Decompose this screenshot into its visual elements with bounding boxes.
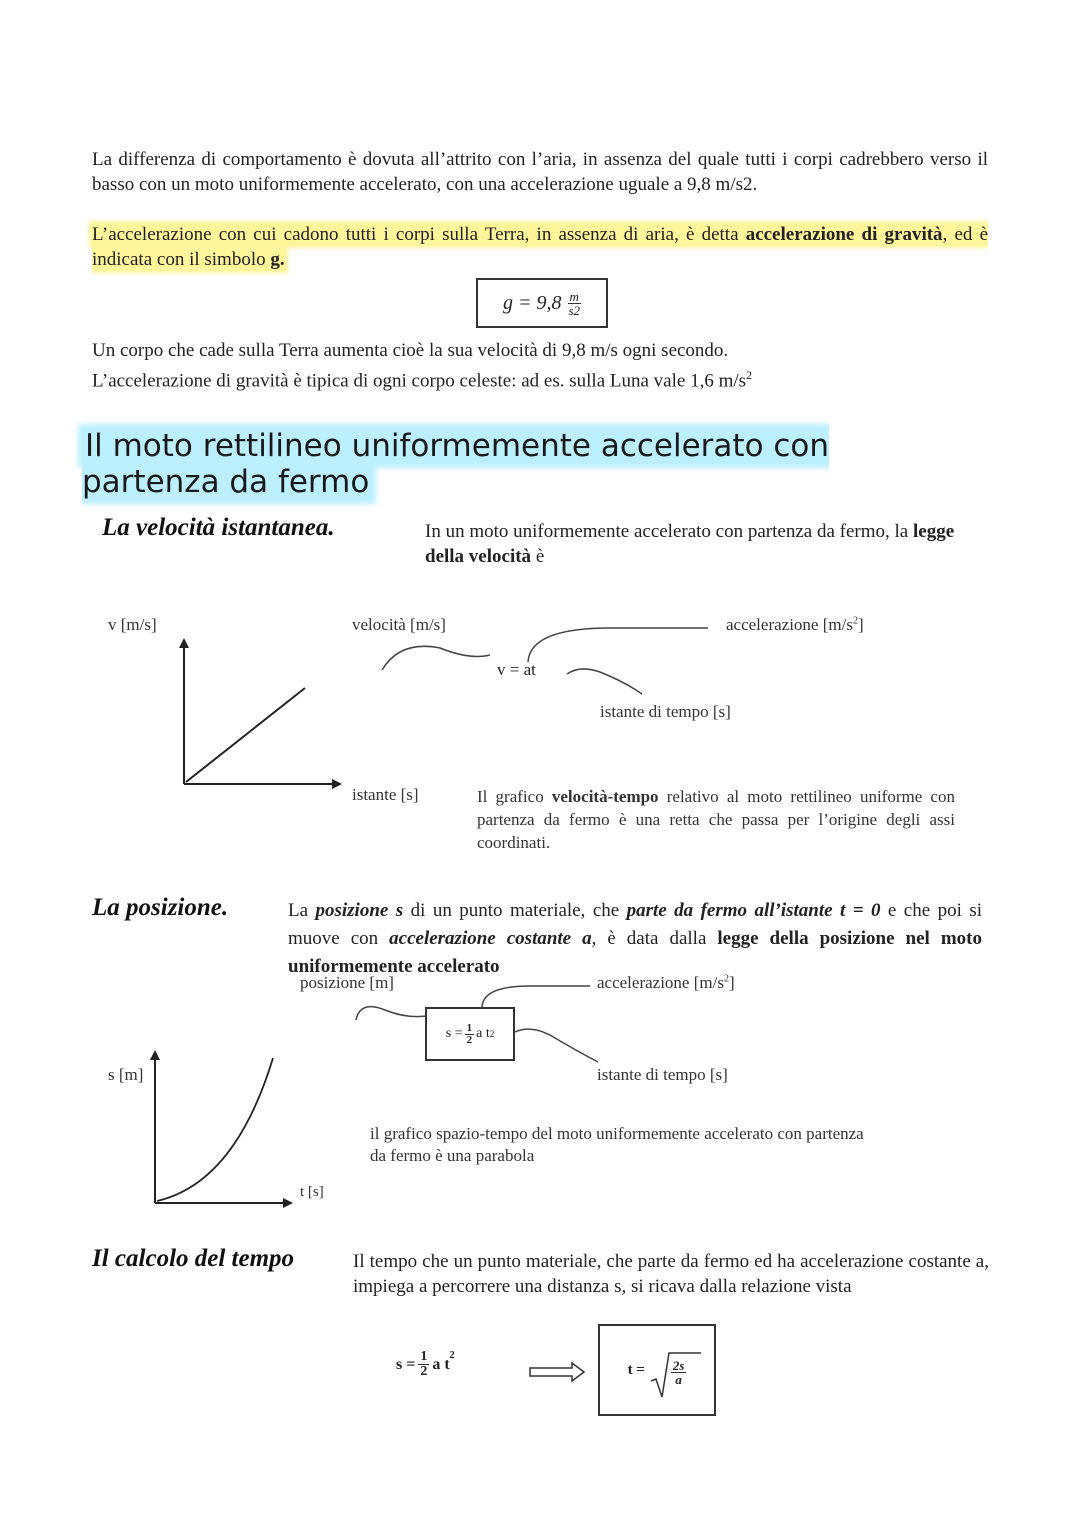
position-graph-xarrow [283, 1198, 293, 1208]
velocity-caption-b: relativo al moto rettilineo uniforme con partenza da fermo è una retta che passa per l’origine degli assi coordinati. [477, 787, 955, 852]
acceleration-label-2-end: ] [728, 973, 735, 992]
sqrt-icon [651, 1351, 703, 1403]
time-text: Il tempo che un punto materiale, che parte da fermo ed ha accelerazione costante a, impiega a percorrere una distanza s, si ricava dalla relazione vista [353, 1251, 989, 1297]
acceleration-label-2-sup: 2 [723, 973, 729, 985]
time-result-den: a [675, 1371, 682, 1387]
intro-text-3: Un corpo che cade sulla Terra aumenta cioè la sua velocità di 9,8 m/s ogni secondo. [92, 340, 729, 361]
position-formula-frac [465, 1023, 475, 1046]
time-frac-den: 2 [420, 1364, 428, 1379]
intro-text-4-body: L’accelerazione di gravità è tipica di ogni corpo celeste: ad es. sulla Luna vale 1,6 m/s [92, 370, 747, 392]
position-formula-rhs: a t [476, 1026, 490, 1041]
position-frac-num: 1 [466, 1021, 473, 1034]
definition-term: accelerazione di gravità [745, 224, 943, 245]
time-label-1: istante di tempo [s] [600, 702, 731, 721]
intro-text-4 [92, 363, 988, 393]
time-connector [567, 669, 642, 694]
velocity-graph-xlabel: istante [s] [352, 785, 419, 804]
position-frac-den: 2 [466, 1033, 473, 1046]
time-connector-2 [515, 1029, 598, 1062]
time-frac-num: 1 [420, 1349, 428, 1364]
velocity-graph-yarrow [179, 638, 189, 648]
velocity-intro [425, 519, 985, 569]
position-title: La posizione. [92, 894, 229, 921]
position-text-6: accelerazione costante a [389, 928, 592, 949]
position-text-4: parte da fermo all’istante t = 0 [626, 900, 881, 921]
intro-paragraph-1 [92, 147, 988, 197]
time-result-num: 2s [672, 1357, 685, 1373]
position-graph-ylabel: s [m] [108, 1065, 144, 1084]
gravity-unit-num: m [569, 288, 579, 304]
velocity-intro-b: è [531, 546, 545, 567]
intro-paragraph-3 [92, 338, 988, 393]
time-formula-frac [418, 1350, 429, 1379]
velocity-connectors [370, 620, 730, 700]
time-result-box [598, 1324, 716, 1416]
time-formula-rhs: a t [432, 1355, 450, 1373]
position-text-1: La [288, 900, 316, 921]
velocity-graph-ylabel: v [m/s] [108, 615, 157, 634]
position-formula-sup: 2 [489, 1029, 495, 1039]
position-formula-box [425, 1007, 515, 1061]
velocity-intro-a: In un moto uniformemente accelerato con partenza da fermo, la [425, 521, 913, 542]
position-graph-xlabel: t [s] [300, 1184, 324, 1200]
velocity-title: La velocità istantanea. [102, 514, 335, 541]
position-connector [356, 1007, 432, 1020]
velocity-graph [170, 636, 350, 796]
acceleration-connector-2 [482, 986, 590, 1008]
velocity-caption-a: Il grafico [477, 787, 552, 806]
intro-text-4-sup: 2 [746, 368, 753, 382]
implies-arrow-icon [528, 1362, 588, 1382]
position-label: posizione [m] [300, 973, 394, 992]
velocity-formula: v = at [497, 660, 536, 679]
velocity-intro-bold: legge della velocità [425, 521, 955, 567]
acceleration-label-2-text: accelerazione [m/s [597, 973, 724, 992]
section-heading-text: Il moto rettilineo uniformemente accelerato con partenza da fermo [82, 428, 830, 500]
time-formula-lhs-group [396, 1350, 455, 1379]
acceleration-label-1-end: ] [857, 615, 864, 634]
position-graph [145, 1048, 305, 1208]
intro-paragraph-2 [92, 222, 988, 272]
gravity-formula-box [476, 278, 608, 328]
time-title: Il calcolo del tempo [92, 1245, 295, 1272]
velocity-graph-line [186, 688, 305, 782]
time-label-2: istante di tempo [s] [597, 1065, 728, 1084]
gravity-formula-lhs: g = 9,8 [503, 291, 562, 314]
time-formula-sup: 2 [449, 1350, 455, 1361]
section-heading [82, 428, 942, 500]
position-text-8: legge della posizione nel moto uniformemente accelerato [288, 928, 982, 977]
velocity-label: velocità [m/s] [352, 615, 446, 634]
intro-text-1: La differenza di comportamento è dovuta all’attrito con l’aria, in assenza del quale tutti i corpi cadrebbero verso il basso con un moto uniformemente accelerato, con una accelerazione uguale a 9,8 m/s2. [92, 149, 988, 195]
velocity-caption-bold: velocità-tempo [551, 787, 659, 806]
highlighted-definition [92, 224, 988, 270]
definition-text-b: , ed è indicata con il simbolo [92, 224, 989, 270]
acceleration-connector [528, 628, 708, 662]
position-caption: il grafico spazio-tempo del moto uniformemente accelerato con partenza da fermo è una parabola [370, 1124, 864, 1165]
position-graph-parabola [157, 1058, 273, 1201]
acceleration-label-1-sup: 2 [852, 615, 858, 627]
position-text-5: e che poi si muove con [288, 900, 982, 949]
velocity-graph-xarrow [332, 779, 342, 789]
position-text-7: , è data dalla [591, 928, 718, 949]
velocity-caption [477, 785, 955, 854]
acceleration-label-1-text: accelerazione [m/s [726, 615, 853, 634]
acceleration-label-1 [726, 615, 864, 635]
definition-symbol: g. [270, 249, 285, 270]
gravity-unit-den: s2 [568, 302, 581, 318]
time-formula-lhs: s = [396, 1355, 416, 1373]
position-text [288, 897, 982, 981]
time-result-lhs: t = [627, 1361, 645, 1378]
gravity-formula-unit [568, 290, 581, 317]
position-graph-yarrow [150, 1050, 160, 1060]
definition-text-a: L’accelerazione con cui cadono tutti i corpi sulla Terra, in assenza di aria, è detta [92, 224, 746, 245]
position-text-3: di un punto materiale, che [403, 900, 627, 921]
position-text-2: posizione s [315, 900, 404, 921]
sqrt-group [651, 1355, 687, 1386]
acceleration-label-2 [597, 973, 735, 993]
velocity-connector [382, 646, 490, 670]
position-formula-lhs: s = [445, 1026, 463, 1041]
